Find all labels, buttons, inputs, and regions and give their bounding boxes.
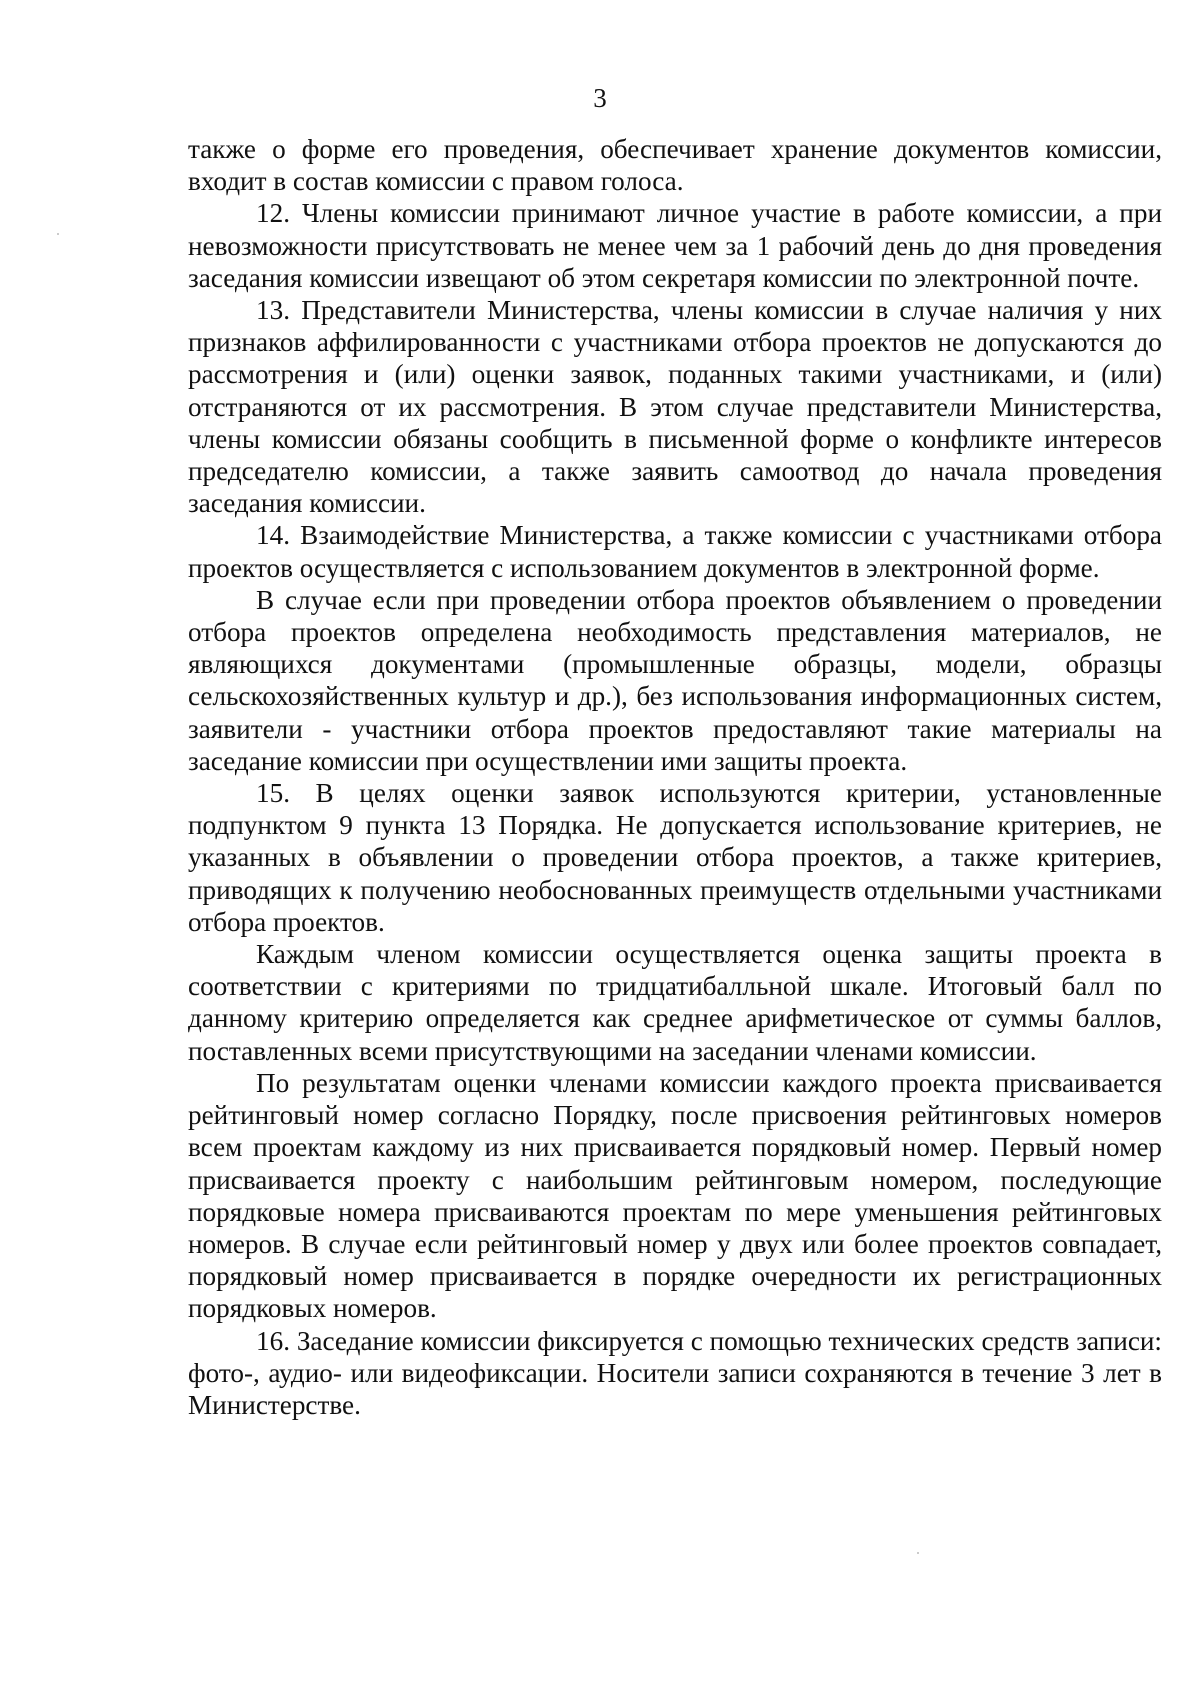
paragraph-14: 14. Взаимодействие Министерства, а также комиссии с участниками отбора проектов осуществляется с использованием документов в электронной форме.	[188, 520, 1162, 583]
paragraph-13: 13. Представители Министерства, члены комиссии в случае наличия у них признаков аффилированности с участниками отбора проектов не допускаются до рассмотрения и (или) оценки заявок, поданных такими участниками, и (или) отстраняются от их рассмотрения. В этом случае представители Министерства, члены комиссии обязаны сообщить в письменной форме о конфликте интересов председателю комиссии, а также заявить самоотвод до начала проведения заседания комиссии.	[188, 295, 1162, 519]
page-number: 3	[593, 83, 607, 113]
document-body	[188, 133, 1162, 1421]
paragraph-12: 12. Члены комиссии принимают личное участие в работе комиссии, а при невозможности присутствовать не менее чем за 1 рабочий день до дня проведения заседания комиссии извещают об этом секретаря комиссии по электронной почте.	[188, 198, 1162, 293]
paragraph-15-ranking: По результатам оценки членами комиссии каждого проекта присваивается рейтинговый номер согласно Порядку, после присвоения рейтинговых номеров всем проектам каждому из них присваивается порядковый номер. Первый номер присваивается проекту с наибольшим рейтинговым номером, последующие порядковые номера присваиваются проектам по мере уменьшения рейтинговых номеров. В случае если рейтинговый номер у двух или более проектов совпадает, порядковый номер присваивается в порядке очередности их регистрационных порядковых номеров.	[188, 1067, 1162, 1324]
paragraph-15-evaluation: Каждым членом комиссии осуществляется оценка защиты проекта в соответствии с критериями по тридцатибалльной шкале. Итоговый балл по данному критерию определяется как среднее арифметическое от суммы баллов, поставленных всеми присутствующими на заседании членами комиссии.	[188, 939, 1162, 1066]
paragraph-15: 15. В целях оценки заявок используются критерии, установленные подпунктом 9 пункта 13 Порядка. Не допускается использование критериев, не указанных в объявлении о проведении отбора проектов, а также критериев, приводящих к получению необоснованных преимуществ отдельными участниками отбора проектов.	[188, 778, 1162, 937]
paragraph-continuation: также о форме его проведения, обеспечивает хранение документов комиссии, входит в состав комиссии с правом голоса.	[188, 134, 1162, 197]
paragraph-16: 16. Заседание комиссии фиксируется с помощью технических средств записи: фото-, аудио- или видеофиксации. Носители записи сохраняются в течение 3 лет в Министерстве.	[188, 1325, 1162, 1420]
paragraph-14-materials: В случае если при проведении отбора проектов объявлением о проведении отбора проектов определена необходимость представления материалов, не являющихся документами (промышленные образцы, модели, образцы сельскохозяйственных культур и др.), без использования информационных систем, заявители - участники отбора проектов предоставляют такие материалы на заседание комиссии при осуществлении ими защиты проекта.	[188, 584, 1162, 776]
